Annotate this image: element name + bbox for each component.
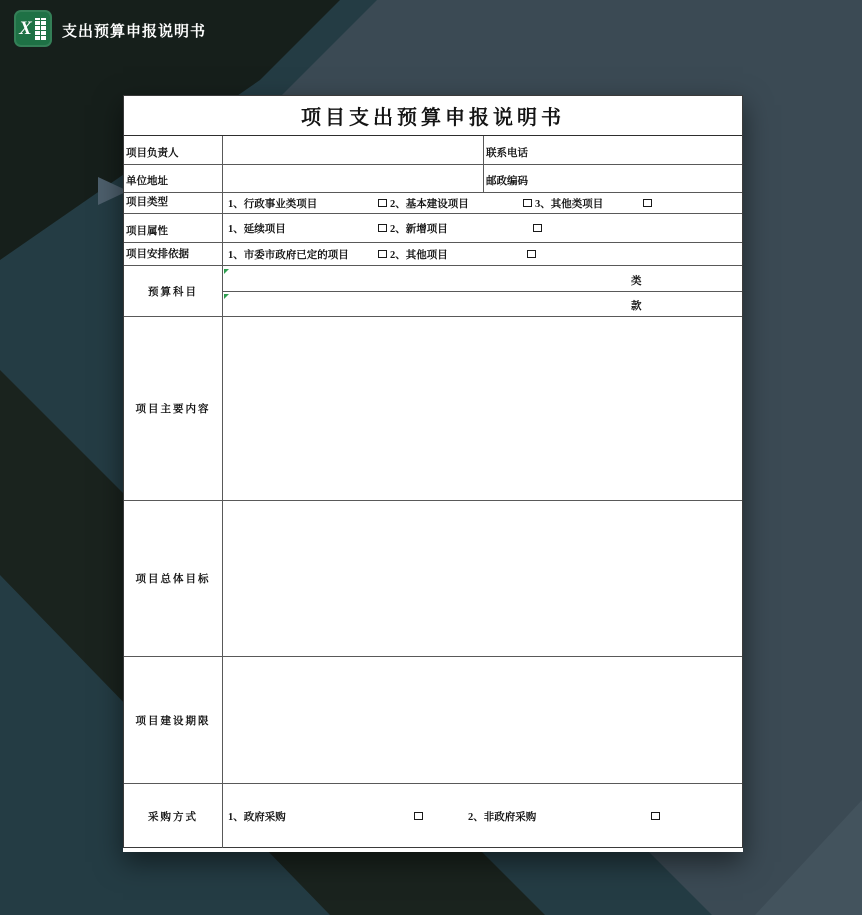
purchase-option-1: 1、政府采购 bbox=[228, 811, 286, 823]
checkbox-icon[interactable] bbox=[378, 224, 387, 232]
budget-category-cell[interactable] bbox=[223, 266, 742, 292]
overall-goal-label: 项目总体目标 bbox=[124, 501, 223, 656]
row-construction-period bbox=[124, 657, 742, 784]
basis-option-trailing bbox=[527, 243, 539, 265]
construction-period-label: 项目建设期限 bbox=[124, 657, 223, 783]
budget-subject-cells bbox=[223, 266, 742, 316]
project-type-options[interactable] bbox=[223, 193, 742, 213]
main-content-cell[interactable] bbox=[223, 317, 742, 500]
checkbox-icon[interactable] bbox=[378, 250, 387, 258]
phone-cell[interactable] bbox=[486, 136, 742, 164]
budget-subject-label: 预算科目 bbox=[124, 266, 223, 316]
manager-row-cells bbox=[223, 136, 742, 164]
form-table bbox=[123, 95, 743, 848]
basis-option-1: 1、市委市政府已定的项目 bbox=[228, 249, 349, 261]
budget-declaration-sheet bbox=[123, 95, 743, 852]
attr-option-1: 1、延续项目 bbox=[228, 223, 286, 235]
checkbox-icon[interactable] bbox=[527, 250, 536, 258]
form-title: 项目支出预算申报说明书 bbox=[301, 107, 565, 129]
app-title: 支出预算申报说明书 bbox=[62, 23, 207, 40]
column-divider bbox=[483, 136, 484, 164]
excel-icon bbox=[14, 10, 52, 47]
arrangement-basis-options[interactable] bbox=[223, 243, 742, 265]
row-arrangement-basis bbox=[124, 243, 742, 266]
phone-label: 联系电话 bbox=[486, 148, 528, 159]
address-label: 单位地址 bbox=[124, 165, 223, 192]
row-project-type bbox=[124, 193, 742, 214]
postal-cell[interactable] bbox=[486, 165, 742, 192]
main-content-label: 项目主要内容 bbox=[124, 317, 223, 500]
checkbox-icon[interactable] bbox=[523, 199, 532, 207]
basis-option-2: 2、其他项目 bbox=[378, 243, 448, 265]
row-main-content bbox=[124, 317, 742, 501]
project-attribute-options[interactable] bbox=[223, 214, 742, 242]
row-address bbox=[124, 165, 742, 193]
type-option-1: 1、行政事业类项目 bbox=[228, 198, 318, 210]
budget-item-cell[interactable] bbox=[223, 291, 742, 316]
project-type-label: 项目类型 bbox=[124, 193, 223, 213]
purchase-option-2: 2、非政府采购 bbox=[468, 811, 537, 823]
checkbox-icon[interactable] bbox=[533, 224, 542, 232]
budget-category-key: 类 bbox=[631, 276, 642, 287]
excel-x-letter: X bbox=[19, 18, 32, 39]
purchase-method-label: 采购方式 bbox=[124, 784, 223, 848]
purchase-checkbox-2 bbox=[651, 784, 663, 848]
budget-item-key: 款 bbox=[631, 301, 642, 312]
address-value-cell[interactable] bbox=[223, 165, 483, 192]
manager-value-cell[interactable] bbox=[223, 136, 483, 164]
column-divider bbox=[483, 165, 484, 192]
purchase-checkbox-1 bbox=[414, 784, 426, 848]
cell-flag-icon bbox=[224, 294, 229, 299]
project-attribute-label: 项目属性 bbox=[124, 214, 223, 242]
form-title-row bbox=[124, 96, 742, 136]
row-manager bbox=[124, 136, 742, 165]
overall-goal-cell[interactable] bbox=[223, 501, 742, 656]
row-overall-goal bbox=[124, 501, 742, 657]
construction-period-cell[interactable] bbox=[223, 657, 742, 783]
row-purchase-method bbox=[124, 784, 742, 848]
excel-grid-glyph bbox=[35, 18, 47, 40]
checkbox-icon[interactable] bbox=[651, 812, 660, 820]
type-option-3: 3、其他类项目 bbox=[523, 193, 603, 213]
cell-flag-icon bbox=[224, 269, 229, 274]
attr-option-2: 2、新增项目 bbox=[378, 214, 448, 242]
type-option-2: 2、基本建设项目 bbox=[378, 193, 469, 213]
purchase-method-options[interactable] bbox=[223, 784, 742, 848]
attr-option-trailing bbox=[533, 214, 545, 242]
manager-label: 项目负责人 bbox=[124, 136, 223, 164]
checkbox-icon[interactable] bbox=[378, 199, 387, 207]
row-budget-subject bbox=[124, 266, 742, 317]
arrangement-basis-label: 项目安排依据 bbox=[124, 243, 223, 265]
row-project-attribute bbox=[124, 214, 742, 243]
type-option-trailing bbox=[643, 193, 655, 213]
checkbox-icon[interactable] bbox=[414, 812, 423, 820]
postal-label: 邮政编码 bbox=[486, 176, 528, 187]
address-row-cells bbox=[223, 165, 742, 192]
checkbox-icon[interactable] bbox=[643, 199, 652, 207]
